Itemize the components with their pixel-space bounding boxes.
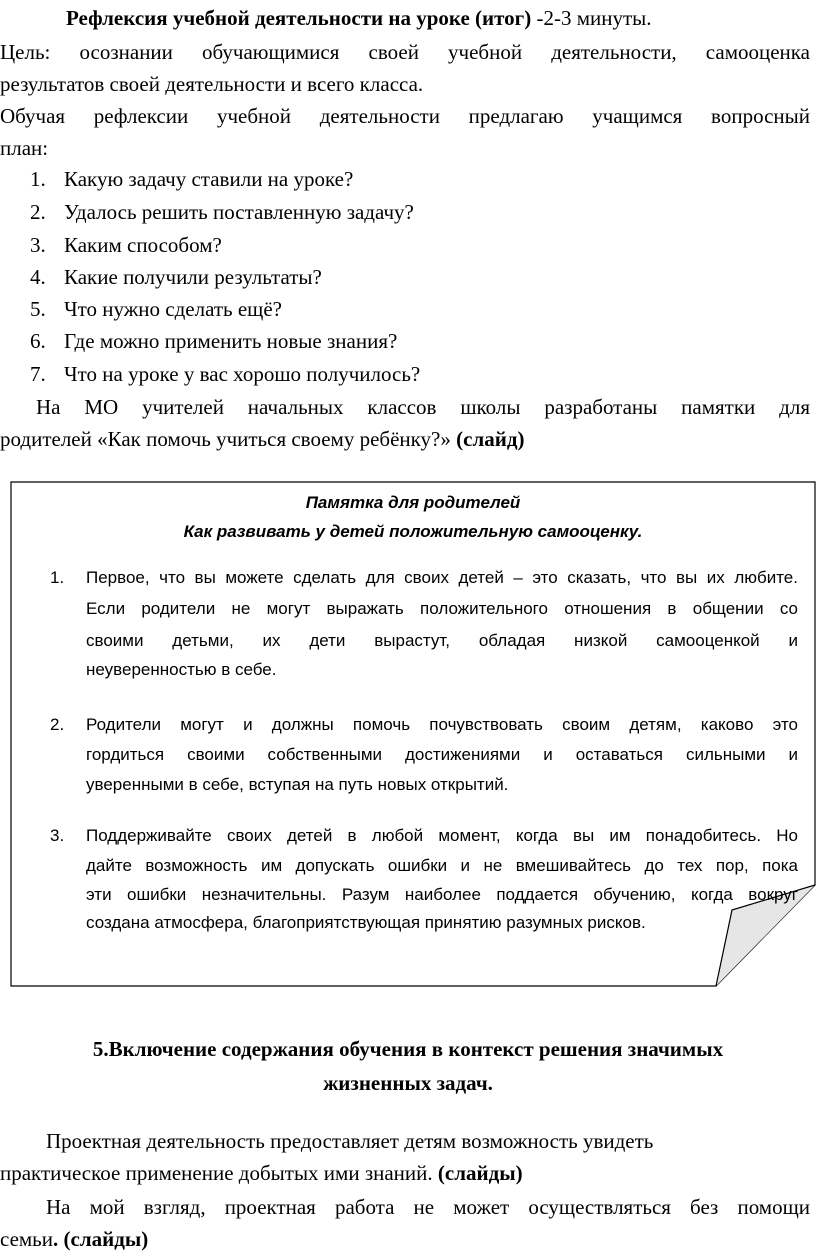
memo-item-3-line: дайте возможность им допускать ошибки и не вмешивайтесь до тех пор, пока [86, 856, 798, 875]
question-number: 3. [30, 233, 46, 257]
memo-item-3-line: Поддерживайте своих детей в любой момент, когда вы им понадобитесь. Но [86, 826, 798, 845]
question-item [30, 228, 222, 262]
slide-note: (слайд) [450, 427, 525, 451]
memo-item-number: 1. [50, 568, 65, 587]
title-duration: -2-3 минуты. [531, 6, 652, 30]
goal-line-1: Цель: осознании обучающимися своей учебной деятельности, самооценка [0, 40, 810, 64]
memo-item-2-line: уверенными в себе, вступая на путь новых открытий. [86, 775, 509, 794]
memo-item-1-line: неуверенностью в себе. [86, 660, 277, 679]
memo-item-1-line: своими детьми, их дети вырастут, обладая низкой самооценкой и [86, 631, 798, 650]
question-number: 4. [30, 265, 46, 289]
section-heading-line-2: жизненных задач. [323, 1071, 493, 1095]
title-bold: Рефлексия учебной деятельности на уроке (итог) [66, 6, 532, 30]
intro-line-1: Обучая рефлексии учебной деятельности предлагаю учащимся вопросный [0, 104, 810, 128]
question-number: 5. [30, 297, 46, 321]
memo-item-2-line: гордиться своими собственными достижениями и оставаться сильными и [86, 745, 798, 764]
slides-note: . (слайды) [53, 1227, 149, 1251]
memo-item-1-line: Первое, что вы можете сделать для своих детей – это сказать, что вы их любите. [86, 568, 798, 587]
question-text: Удалось решить поставленную задачу? [64, 200, 414, 224]
intro-line-2: план: [0, 136, 49, 160]
parent-memo-box [10, 481, 816, 987]
question-item [30, 260, 322, 294]
memo-title: Памятка для родителей [305, 493, 521, 512]
question-text: Что нужно сделать ещё? [64, 297, 282, 321]
project-para-line-1: Проектная деятельность предоставляет детям возможность увидеть [46, 1129, 654, 1153]
question-item [30, 195, 414, 229]
question-item [30, 162, 353, 196]
question-text: Где можно применить новые знания? [64, 329, 398, 353]
project-para-text: практическое применение добытых ими знаний. [0, 1161, 433, 1185]
memo-item-3-line: создана атмосфера, благоприятствующая принятию разумных рисков. [86, 913, 646, 932]
family-para-line-1: На мой взгляд, проектная работа не может осуществляться без помощи [46, 1195, 810, 1219]
question-text: Какую задачу ставили на уроке? [64, 167, 354, 191]
mo-line-2-text: родителей «Как помочь учиться своему ребёнку?» [0, 427, 451, 451]
goal-line-2: результатов своей деятельности и всего класса. [0, 72, 424, 96]
question-number: 2. [30, 200, 46, 224]
family-para-line-2 [0, 1222, 148, 1256]
slides-note: (слайды) [432, 1161, 523, 1185]
memo-item-3-line: эти ошибки незначительны. Разум наиболее поддается обучению, когда вокруг [86, 885, 798, 904]
question-text: Что на уроке у вас хорошо получилось? [64, 362, 421, 386]
question-number: 1. [30, 167, 46, 191]
project-para-line-2 [0, 1156, 523, 1190]
question-number: 6. [30, 329, 46, 353]
memo-item-number: 2. [50, 715, 65, 734]
memo-item-2-line: Родители могут и должны помочь почувствовать своим детям, каково это [86, 715, 798, 734]
question-number: 7. [30, 362, 46, 386]
memo-item-1-line: Если родители не могут выражать положительного отношения в общении со [86, 599, 798, 618]
memo-item-number: 3. [50, 826, 65, 845]
family-para-text: семьи [0, 1227, 54, 1251]
reflection-title [66, 1, 652, 35]
question-text: Каким способом? [64, 233, 222, 257]
question-text: Какие получили результаты? [64, 265, 322, 289]
section-heading-line-1: 5.Включение содержания обучения в контекст решения значимых [92, 1037, 724, 1061]
question-item [30, 357, 420, 391]
memo-subtitle: Как развивать у детей положительную самооценку. [183, 522, 643, 541]
question-item [30, 324, 397, 358]
mo-line-1: На МО учителей начальных классов школы разработаны памятки для [36, 395, 810, 419]
mo-line-2 [0, 422, 524, 456]
question-item [30, 292, 282, 326]
